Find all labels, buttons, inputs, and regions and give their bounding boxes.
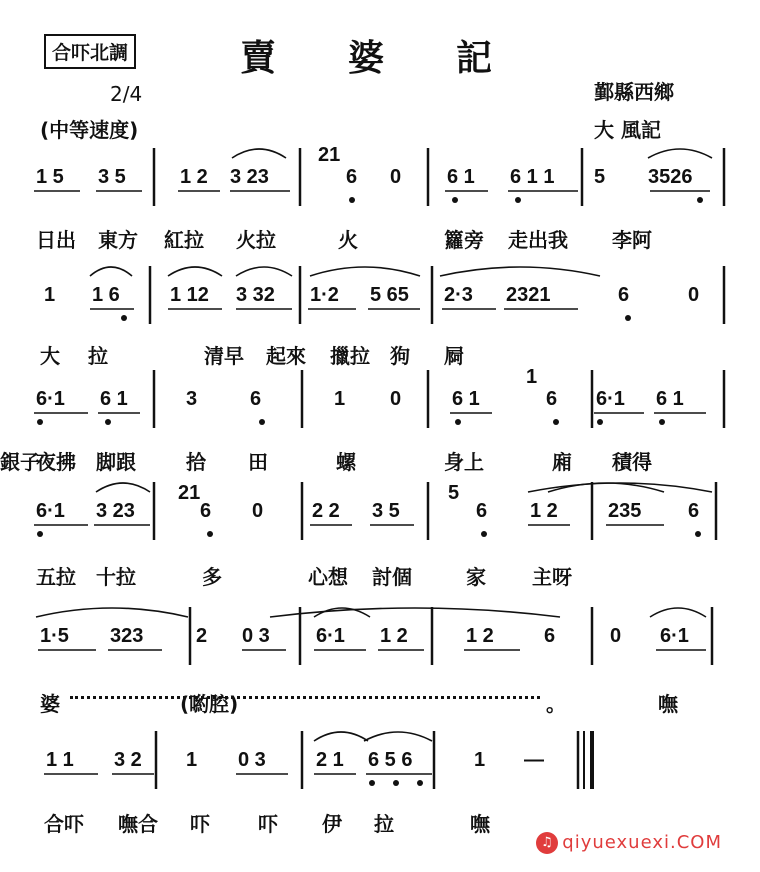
note: 0 [390,166,402,188]
note: 6 1 [447,166,475,188]
note: 3 5 [98,166,126,188]
note: 235 [608,500,642,522]
octave-dot [393,780,399,786]
lyric: 起來 [266,344,306,368]
octave-dot [349,197,355,203]
slur [648,149,712,158]
note: 1 2 [180,166,208,188]
lyric: 心想 [308,565,348,589]
lyric: 大 [40,344,60,368]
lyric: 五拉 [36,565,76,589]
slur [270,608,560,617]
lyric: 十拉 [96,565,136,589]
lyric: 屙 [444,344,464,368]
lyric: 走出我 [508,228,568,252]
lyric: (喲腔) [180,692,239,716]
slur [96,483,150,492]
octave-dot [659,419,665,425]
note: 6 [688,500,700,522]
lyric: 紅拉 [164,228,204,252]
lyric: 銀子 [0,450,40,474]
note: 1 6 [92,284,120,306]
note: 2321 [506,284,551,306]
lyric: 拉 [374,812,394,836]
note: 6 [200,500,212,522]
note: 1 2 [380,625,408,647]
note: 1 [44,284,56,306]
octave-dot [697,197,703,203]
note: 6 [544,625,556,647]
lyric: 嘸 [658,692,678,716]
lyric: 多 [202,565,222,589]
lyric: 拾 [186,450,206,474]
recorder-credit: 大 風記 [594,118,661,142]
lyric: 身上 [444,450,484,474]
lyric: 嘸 [470,812,490,836]
tune-type-label: 合吓北調 [52,42,129,64]
lyric: 籮旁 [444,228,484,252]
octave-dot [37,419,43,425]
lyric: 夜拂 [36,450,76,474]
lyric: 田 [248,450,268,474]
note: 6 1 1 [510,166,555,188]
melisma-dotted-line [70,692,540,699]
note: 2·3 [444,284,473,306]
octave-dot [452,197,458,203]
octave-dot [597,419,603,425]
note: 1 [526,366,538,388]
note: 1 [334,388,346,410]
lyric: 積得 [612,450,652,474]
note: 6·1 [316,625,345,647]
octave-dot [369,780,375,786]
slur [168,267,222,276]
octave-dot [515,197,521,203]
note: — [524,749,544,771]
note: 1 1 [46,749,74,771]
lyric: 吓 [258,812,278,836]
slur [236,267,292,276]
lyric: 日出 [36,228,76,252]
note: 1 5 [36,166,64,188]
lyric: 廂 [552,450,572,474]
note: 1 12 [170,284,209,306]
lyric: 拉 [88,344,108,368]
watermark-text: qiyuexuexi.COM [562,832,722,853]
note: 2 [196,625,208,647]
octave-dot [207,531,213,537]
lyric: 合吓 [44,812,84,836]
note: 2 2 [312,500,340,522]
note: 6·1 [36,388,65,410]
note: 21 [318,144,341,166]
note: 6 [546,388,558,410]
note: 1 [474,749,486,771]
lyric: 李阿 [612,228,652,252]
note: 6 5 6 [368,749,413,771]
lyric: 螺 [336,450,356,474]
lyric: 主呀 [532,565,572,589]
note: 6 [618,284,630,306]
note: 0 3 [238,749,266,771]
note: 21 [178,482,201,504]
slur [364,732,432,741]
note: 6·1 [36,500,65,522]
lyric: 火拉 [236,228,276,252]
octave-dot [417,780,423,786]
note: 0 [688,284,700,306]
watermark-logo-icon: ♫ [536,832,558,854]
lyric: 狗 [390,344,410,368]
lyric: 婆 [40,692,60,716]
octave-dot [481,531,487,537]
octave-dot [105,419,111,425]
note: 0 [252,500,264,522]
note: 6 [476,500,488,522]
note: 2 1 [316,749,344,771]
note: 1 2 [530,500,558,522]
note: 3 23 [96,500,135,522]
note: 3526 [648,166,693,188]
slur [440,267,600,276]
octave-dot [259,419,265,425]
lyric: 嘸合 [118,812,158,836]
note: 6 1 [452,388,480,410]
note: 0 [390,388,402,410]
octave-dot [37,531,43,537]
time-signature: 2/4 [110,82,143,106]
note: 5 65 [370,284,409,306]
lyric: 討個 [372,565,412,589]
lyric: 伊 [322,812,342,836]
note: 5 [594,166,606,188]
lyric: 。 [546,692,566,716]
note: 6 [250,388,262,410]
note: 323 [110,625,144,647]
slur [310,267,420,276]
note: 6 1 [100,388,128,410]
octave-dot [625,315,631,321]
slur [650,608,706,617]
note: 5 [448,482,460,504]
watermark [536,832,722,854]
note: 1·2 [310,284,339,306]
octave-dot [553,419,559,425]
note: 3 5 [372,500,400,522]
lyric: 清早 [204,344,244,368]
note: 3 23 [230,166,269,188]
note: 1 2 [466,625,494,647]
slur [314,732,368,741]
note: 1·5 [40,625,69,647]
tempo-marking: (中等速度) [40,118,139,142]
song-title: 賣婆記 [240,37,565,79]
lyric: 吓 [190,812,210,836]
slur [528,483,712,492]
octave-dot [455,419,461,425]
note: 1 [186,749,198,771]
note: 0 [610,625,622,647]
lyric: 脚跟 [96,450,136,474]
song-origin: 鄞縣西鄉 [594,80,674,104]
note: 6·1 [596,388,625,410]
note: 6·1 [660,625,689,647]
note: 3 2 [114,749,142,771]
slur [36,608,188,617]
note: 3 32 [236,284,275,306]
note: 3 [186,388,198,410]
note: 0 3 [242,625,270,647]
lyric: 火 [338,228,358,252]
octave-dot [121,315,127,321]
note: 6 [346,166,358,188]
slur [232,149,286,158]
lyric: 東方 [98,228,138,252]
octave-dot [695,531,701,537]
note: 6 1 [656,388,684,410]
lyric: 家 [466,565,486,589]
lyric: 擸拉 [330,344,370,368]
slur [90,267,132,276]
